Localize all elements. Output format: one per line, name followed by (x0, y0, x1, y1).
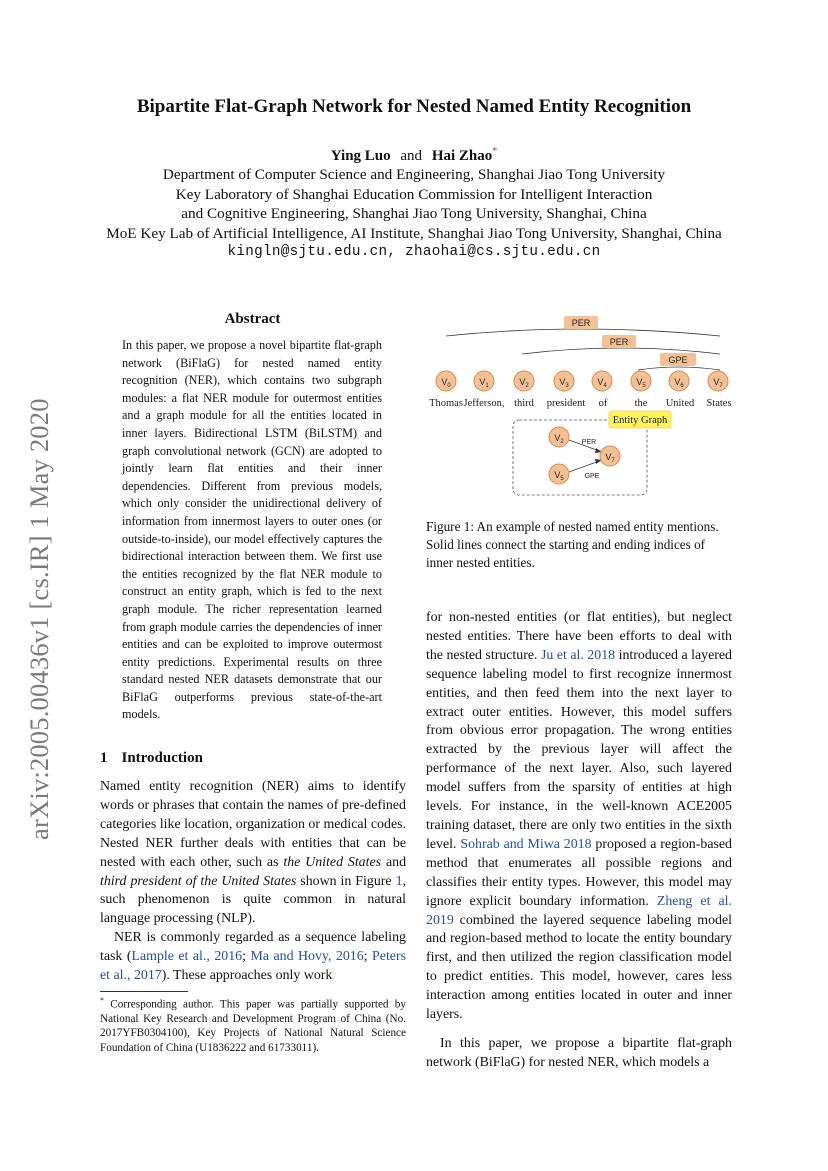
token-word-states: States (706, 398, 732, 409)
abstract-heading: Abstract (224, 311, 281, 327)
author-ying-luo: Ying Luo (330, 148, 391, 164)
abstract-body: In this paper, we propose a novel bipartite flat-graph network (BiFlaG) for nested named entity recognition (NER), which contains two subgraph modules: a flat NER module for outermost entities and a graph module for all the entities located in inner layers. Bidirectional LSTM (BiLSTM) and graph convolutional network (GCN) are adopted to jointly learn flat entities and their inner dependencies. Different from previous models, which only consider the unidirectional delivery of information from innermost layers to outer ones (or outside-to-inside), our model effectively captures the bidirectional interaction between them. We first use the entities recognized by the flat NER module to construct an entity graph, which is fed to the next graph module. The richer representation learned from graph module carries the dependencies of inner entities and can be exploited to improve outermost entity predictions. Experimental results on three standard nested NER datasets demonstrate that our BiFlaG outperforms previous state-of-the-art models. (122, 338, 382, 722)
graph-node-v2 (549, 427, 569, 447)
example-the-united-states: the United States (283, 854, 382, 870)
token-node-v0 (436, 371, 456, 391)
section-title: Introduction (121, 750, 203, 766)
citation-zheng-2019[interactable]: Zheng et al. 2019 (426, 893, 732, 928)
svg-text:V4: $V_4$ (597, 377, 607, 389)
affiliation-line-1: Department of Computer Science and Engineering, Shanghai Jiao Tong University (162, 166, 666, 183)
token-node-v6 (669, 371, 689, 391)
bracket-per-outer (446, 329, 720, 336)
author-hai-zhao: Hai Zhao (431, 148, 493, 164)
intro-paragraph-1: Named entity recognition (NER) aims to identify words or phrases that contain the names of pre-defined categories like location, organization or medical codes. Nested NER further deals with entities that can be nested with each other, such as the United States and third president of the United States shown in Figure 1, such phenomenon is quite common in natural language processing (NLP). (100, 779, 407, 927)
bracket-gpe (638, 367, 720, 370)
right-paragraph-1: for non-nested entities (or flat entities), but neglect nested entities. There have been efforts to deal with the nested structure. Ju et al. 2018 introduced a layered sequence labeling model to first recognize innermost entities, and then feed them into the next layer to extract outer entities. However, this model suffers from obvious error propagation. The wrong entities extracted by the previous layer will affect the performance of the next layer. Also, such layered model suffers from the sparsity of entities at high levels. For instance, in the well-known ACE2005 training dataset, there are only two entities in the sixth level. Sohrab and Miwa 2018 proposed a region-based method that enumerates all possible regions and classifies their entity types. However, this model may ignore explicit boundary information. Zheng et al. 2019 combined the layered sequence labeling model and region-based method to locate the entity boundary first, and then utilized the region classification model to predict entities. This model, however, cares less interaction among entities located in outer and inner layers. (426, 610, 732, 1023)
label-per-outer: PER (571, 318, 591, 328)
graph-node-v5 (549, 464, 569, 484)
token-word-of: of (598, 398, 608, 409)
token-word-jefferson: Jefferson, (463, 398, 505, 409)
token-node-v1 (474, 371, 494, 391)
svg-text:V6: $V_6$ (674, 377, 684, 389)
citation-sohrab-miwa-2018[interactable]: Sohrab and Miwa 2018 (460, 836, 592, 852)
affiliation-line-2: Key Laboratory of Shanghai Education Commission for Intelligent Interaction (175, 185, 653, 203)
author-and: and (400, 148, 423, 164)
svg-text:V7: $V_7$ (605, 452, 615, 464)
intro-paragraph-2: NER is commonly regarded as a sequence labeling task (Lample et al., 2016; Ma and Hovy, 2016; Peters et al., 2017). These approaches only work (100, 930, 406, 984)
footnote (100, 994, 406, 1055)
svg-text:V2: $V_2$ (519, 377, 529, 389)
edge-label-gpe: GPE (584, 473, 600, 480)
right-column-text (426, 609, 732, 1073)
svg-text:V7: $V_7$ (713, 377, 723, 389)
section-number: 1 (100, 750, 108, 766)
footnote-divider (100, 991, 188, 992)
label-per-inner: PER (609, 337, 629, 347)
token-node-v3 (554, 371, 574, 391)
section-heading-introduction (100, 750, 203, 767)
graph-node-v7 (600, 446, 620, 466)
paper-title: Bipartite Flat-Graph Network for Nested Named Entity Recognition (136, 96, 692, 117)
figure-1-diagram (420, 310, 740, 505)
corresponding-author-mark[interactable]: * (492, 146, 498, 157)
token-word-the: the (634, 398, 648, 409)
right-paragraph-2: In this paper, we propose a bipartite flat-graph network (BiFlaG) for nested NER, which models a (426, 1035, 732, 1070)
token-word-third: third (514, 398, 534, 409)
entity-graph-label: Entity Graph (612, 415, 668, 426)
svg-text:V5: $V_5$ (636, 377, 646, 389)
author-line (60, 146, 768, 165)
token-node-v2 (514, 371, 534, 391)
token-node-v5 (631, 371, 651, 391)
token-word-thomas: Thomas (429, 398, 463, 409)
citation-ju-2018[interactable]: Ju et al. 2018 (540, 647, 616, 663)
citation-lample-2016[interactable]: Lample et al., 2016 (131, 949, 243, 965)
token-word-president: president (546, 398, 586, 409)
affiliation-line-4: MoE Key Lab of Artificial Intelligence, AI Institute, Shanghai Jiao Tong University, Shanghai, China (106, 224, 722, 242)
svg-text:V3: $V_3$ (559, 377, 569, 389)
example-third-president: third president of the United States (100, 873, 297, 889)
figure-1-nested-entities (420, 310, 740, 510)
token-node-v4 (592, 371, 612, 391)
svg-text:V0: $V_0$ (441, 377, 451, 389)
left-column-text (100, 778, 406, 986)
label-gpe: GPE (668, 355, 688, 365)
figure-1-caption: Figure 1: An example of nested named entity mentions. Solid lines connect the starting and ending indices of inner nested entities. (426, 519, 719, 570)
figure-1-link[interactable]: 1 (395, 873, 403, 889)
token-node-v7 (708, 371, 728, 391)
footnote-text: Corresponding author. This paper was partially supported by National Key Research and Development Program of China (No. 2017YFB0304100), Key Projects of National Natural Science Foundation of China (U1836222 and 61733011). (100, 998, 406, 1054)
svg-text:V2: $V_2$ (554, 433, 564, 445)
footnote-mark: * (100, 996, 104, 1005)
token-word-united: United (665, 398, 695, 409)
edge-label-per: PER (581, 439, 597, 446)
citation-peters-2017[interactable]: Peters et al., 2017 (100, 949, 406, 984)
author-emails: kingln@sjtu.edu.cn, zhaohai@cs.sjtu.edu.cn (227, 244, 601, 260)
citation-ma-hovy-2016[interactable]: Ma and Hovy, 2016 (250, 949, 364, 965)
arxiv-identifier-stamp: arXiv:2005.00436v1 [cs.IR] 1 May 2020 (24, 398, 54, 840)
affiliation-line-3: and Cognitive Engineering, Shanghai Jiao Tong University, Shanghai, China (181, 205, 647, 222)
entity-graph-box (513, 420, 647, 495)
svg-text:V5: $V_5$ (554, 470, 564, 482)
svg-text:V1: $V_1$ (479, 377, 489, 389)
